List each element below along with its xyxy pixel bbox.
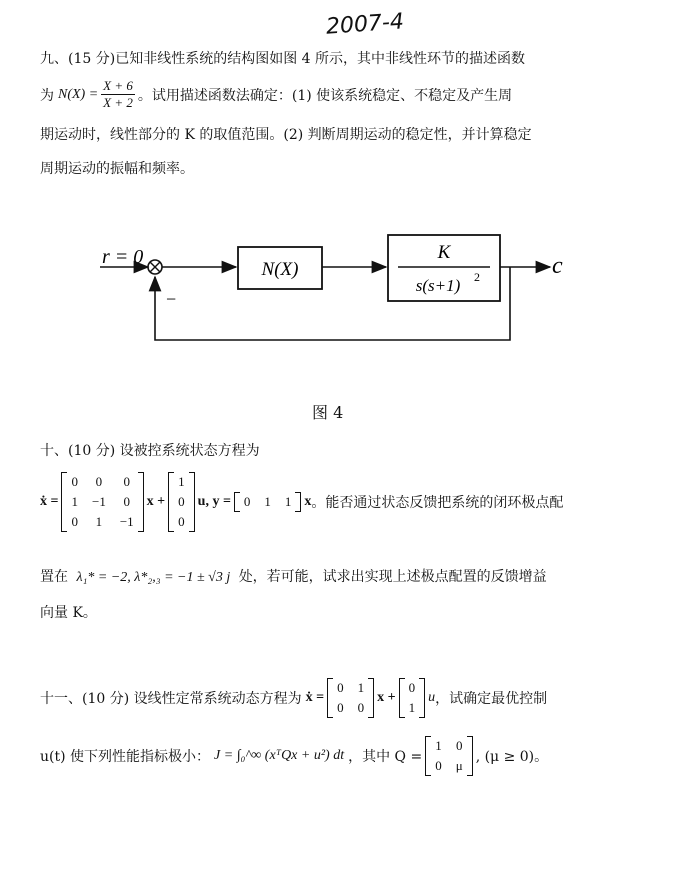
block-nx-label: N(X) <box>261 259 299 280</box>
q10-u-y: u, y = <box>197 494 231 509</box>
matrix-cell: 0 <box>337 680 344 695</box>
q11-line2 <box>40 736 548 776</box>
matrix-cell: 1 <box>435 738 442 753</box>
q11-matrix-b <box>399 678 426 718</box>
matrix-cell: 0 <box>95 474 103 489</box>
matrix-cell: 0 <box>178 514 185 529</box>
matrix-cell: 0 <box>123 474 130 489</box>
block-diagram <box>80 225 600 355</box>
q10-poles: λ₁* = −2, λ*₂,₃ = −1 ± √3 j <box>76 570 231 585</box>
q11-matrix-q <box>425 736 472 776</box>
q11-line1-end: ，试确定最优控制 <box>435 691 548 707</box>
plant-num: K <box>437 242 451 263</box>
q10-matrix-a <box>61 472 143 532</box>
q9-line2-end: 。试用描述函数法确定：(1) 使该系统稳定、不稳定及产生周 <box>137 87 513 104</box>
matrix-cell: 0 <box>71 514 78 529</box>
handwritten-note: 2007-4 <box>325 9 405 40</box>
matrix-cell: 1 <box>408 700 416 715</box>
q10-equation <box>40 472 563 532</box>
q11-xdot: ẋ = <box>305 690 325 705</box>
matrix-cell: 0 <box>435 758 442 773</box>
matrix-cell: 1 <box>95 514 103 529</box>
matrix-cell: 0 <box>357 700 365 715</box>
q11-x-plus: x + <box>377 690 396 705</box>
q10-line4: 向量 K。 <box>40 605 97 621</box>
minus-sign: − <box>166 289 177 309</box>
q9-line2-start: 为 <box>40 87 54 104</box>
q10-matrix-b <box>168 472 195 532</box>
q11-line1 <box>40 678 547 718</box>
q10-line1: 十、(10 分) 设被控系统状态方程为 <box>40 443 260 459</box>
q9-frac-num: X + 6 <box>103 78 133 93</box>
matrix-cell: 1 <box>264 494 271 509</box>
q9-nx: N(X) = <box>58 86 99 102</box>
q11-line1-start: 十一、(10 分) 设线性定常系统动态方程为 <box>40 691 302 707</box>
matrix-cell: 0 <box>455 738 463 753</box>
matrix-cell: 0 <box>71 474 78 489</box>
q10-matrix-c <box>234 492 302 512</box>
q10-x-end: x <box>304 494 312 509</box>
q9-fraction <box>101 78 135 111</box>
matrix-cell: 0 <box>337 700 344 715</box>
q10-x-plus: x + <box>146 494 166 509</box>
q10-xdot: ẋ = <box>40 494 59 509</box>
q11-line2-end: , (μ ≥ 0)。 <box>475 749 549 765</box>
matrix-cell: 1 <box>284 494 292 509</box>
plant-den: s(s+1) <box>415 276 461 295</box>
matrix-cell: 0 <box>408 680 416 695</box>
q11-line2-start: u(t) 使下列性能指标极小： <box>40 749 211 765</box>
q11-matrix-a <box>327 678 374 718</box>
matrix-cell: 0 <box>123 494 130 509</box>
q9-line1: 九、(15 分)已知非线性系统的结构图如图 4 所示，其中非线性环节的描述函数 <box>40 51 525 67</box>
q9-frac-den: X + 2 <box>103 95 133 110</box>
q10-line3-end: 处，若可能，试求出实现上述极点配置的反馈增益 <box>238 569 547 585</box>
matrix-cell: 0 <box>178 494 185 509</box>
matrix-cell: 1 <box>71 494 78 509</box>
q10-line2-end: 。能否通过状态反馈把系统的闭环极点配 <box>311 495 564 511</box>
figure-caption: 图 4 <box>312 403 344 422</box>
matrix-cell: μ <box>455 758 463 773</box>
matrix-cell: −1 <box>91 494 106 509</box>
q9-line4: 周期运动的振幅和频率。 <box>40 161 194 177</box>
q10-line3-start: 置在 <box>40 569 68 585</box>
q11-line2-mid: ，其中 Q = <box>348 749 423 765</box>
input-label: r = 0 <box>102 246 144 268</box>
matrix-cell: 1 <box>357 680 365 695</box>
q10-line3 <box>40 566 547 586</box>
q9-line2 <box>40 78 512 111</box>
q11-u: u <box>428 690 436 705</box>
output-label: c <box>552 253 563 279</box>
matrix-cell: 0 <box>243 494 251 509</box>
matrix-cell: 1 <box>178 474 185 489</box>
matrix-cell: −1 <box>119 514 134 529</box>
plant-exp: 2 <box>474 270 480 284</box>
q9-line3: 期运动时，线性部分的 K 的取值范围。(2) 判断周期运动的稳定性，并计算稳定 <box>40 127 532 143</box>
q11-performance-index: J = ∫₀^∞ (xᵀQx + u²) dt <box>214 748 345 763</box>
